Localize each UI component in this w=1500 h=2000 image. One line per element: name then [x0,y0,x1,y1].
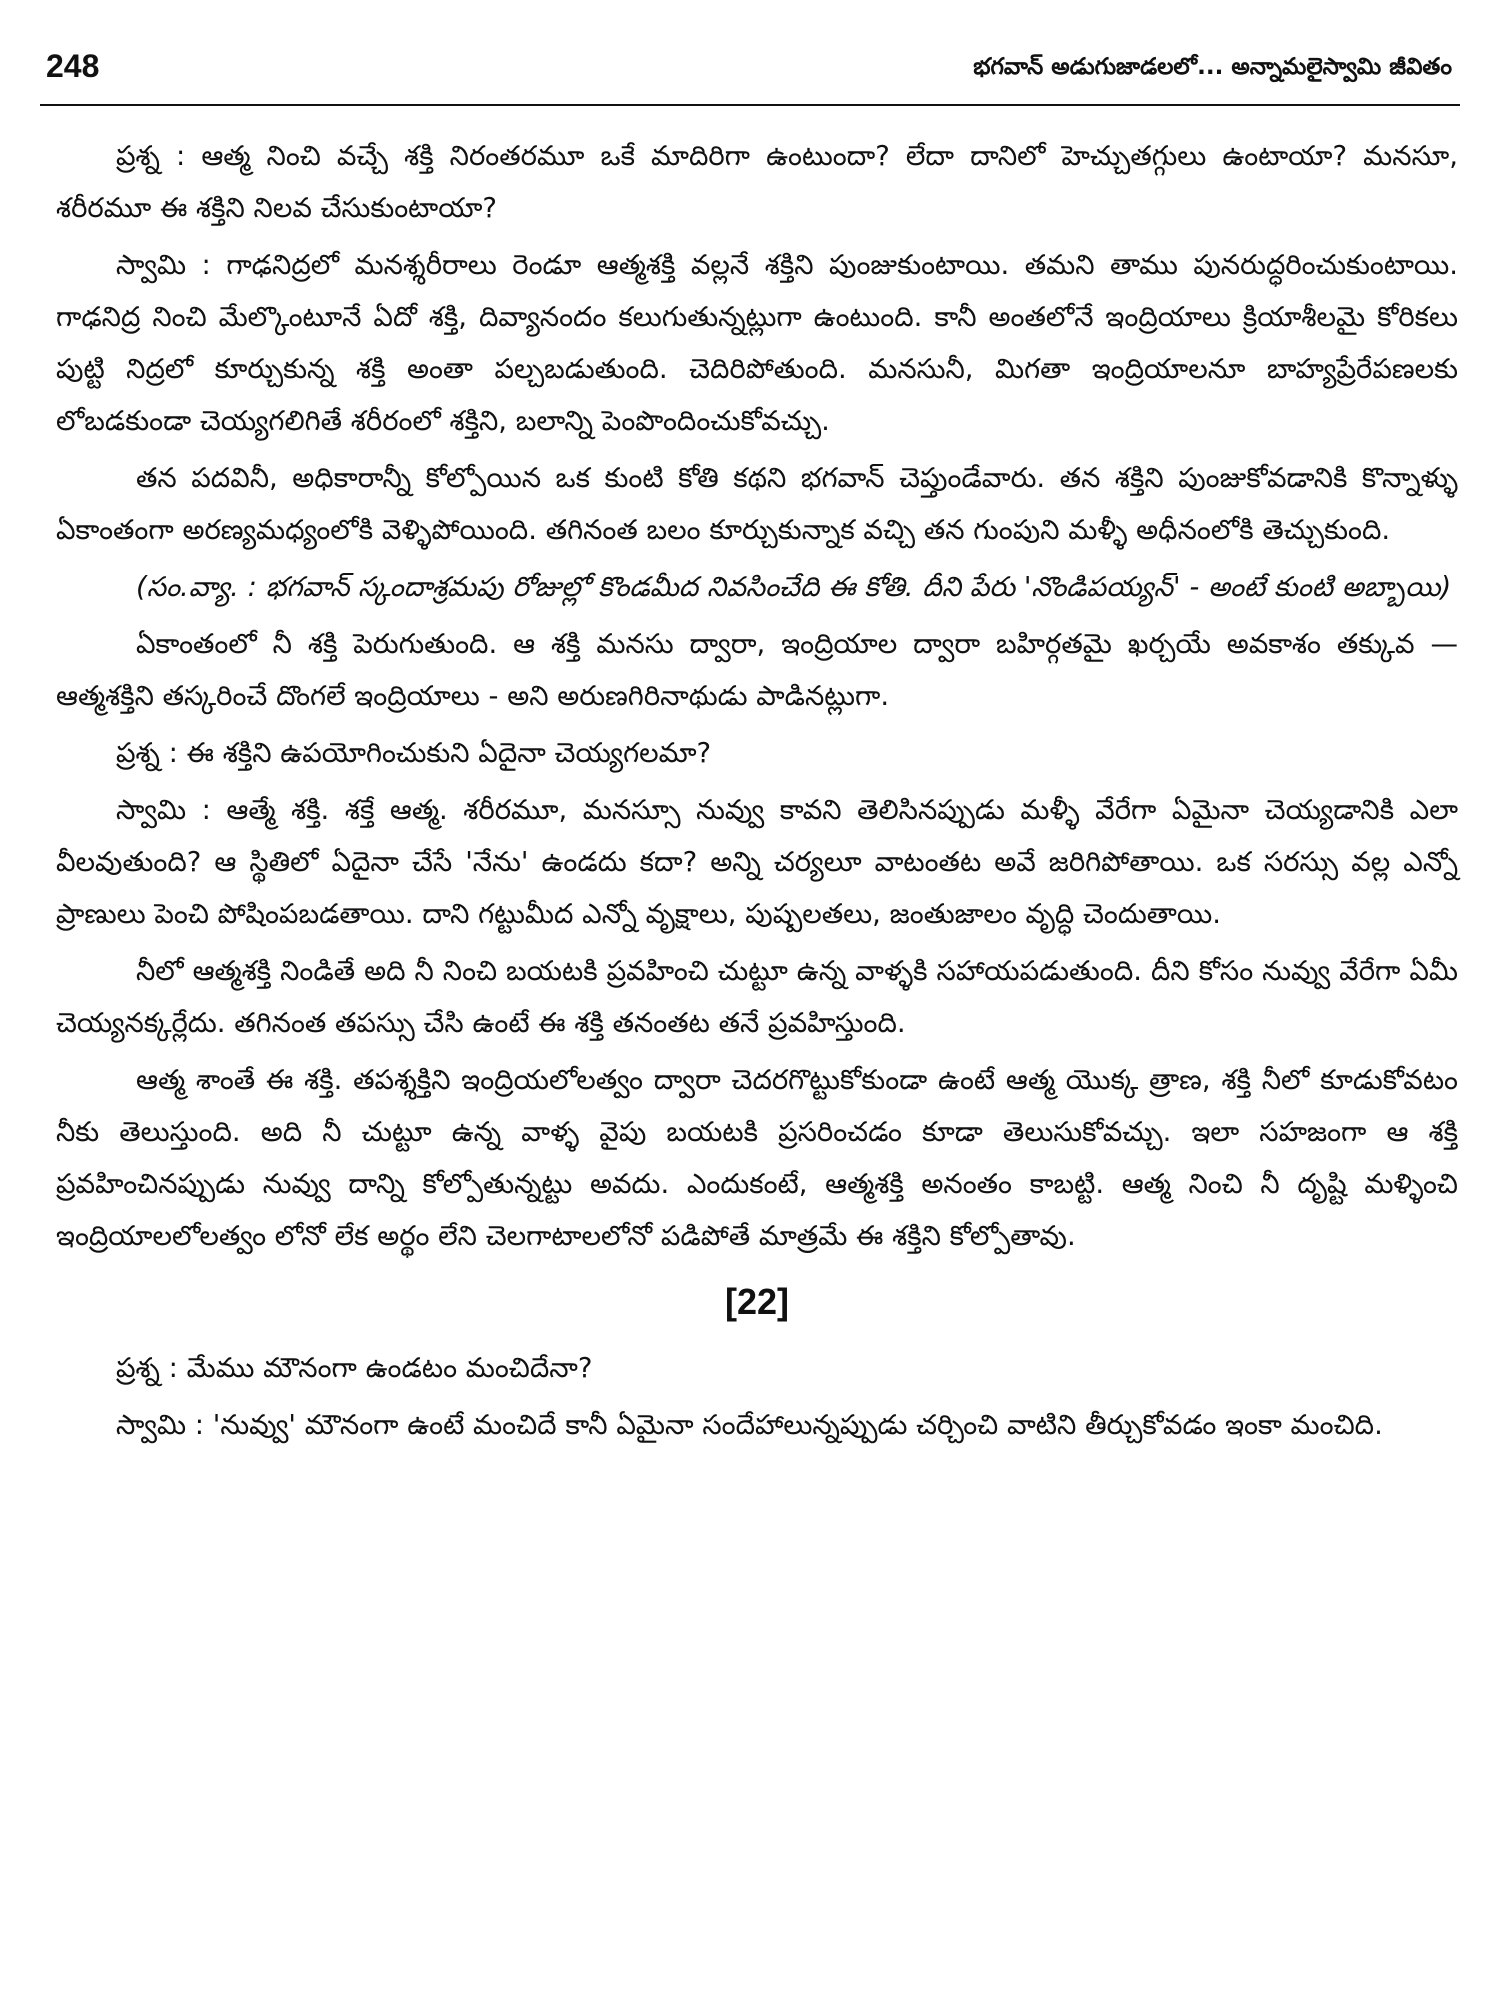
page-body [56,130,1458,1960]
body-paragraph: ఏకాంతంలో నీ శక్తి పెరుగుతుంది. ఆ శక్తి మనసు ద్వారా, ఇంద్రియాల ద్వారా బహిర్గతమై ఖర్చయే అవకాశం తక్కువ — ఆత్మశక్తిని తస్కరించే దొంగలే ఇంద్రియాలు - అని అరుణగిరినాథుడు పాడినట్లుగా. [56,628,1458,712]
question-paragraph: ప్రశ్న : మేము మౌనంగా ఉండటం మంచిదేనా? [116,1352,593,1384]
body-paragraph: ఆత్మ శాంతే ఈ శక్తి. తపశ్శక్తిని ఇంద్రియలోలత్వం ద్వారా చెదరగొట్టుకోకుండా ఉంటే ఆత్మ యొక్క త్రాణ, శక్తి నీలో కూడుకోవటం నీకు తెలుస్తుంది. అది నీ చుట్టూ ఉన్న వాళ్ళ వైపు బయటకి ప్రసరించడం కూడా తెలుసుకోవచ్చు. ఇలా సహజంగా ఆ శక్తి ప్రవహించినప్పుడు నువ్వు దాన్ని కోల్పోతున్నట్టు అవదు. ఎందుకంటే, ఆత్మశక్తి అనంతం కాబట్టి. ఆత్మ నించి నీ దృష్టి మళ్ళించి ఇంద్రియాలలోలత్వం లోనో లేక అర్థం లేని చెలగాటాలలోనో పడిపోతే మాత్రమే ఈ శక్తిని కోల్పోతావు. [56,1064,1458,1252]
answer-paragraph: స్వామి : 'నువ్వు' మౌనంగా ఉంటే మంచిదే కానీ ఏమైనా సందేహాలున్నప్పుడు చర్చించి వాటిని తీర్చుకోవడం ఇంకా మంచిది. [116,1409,1383,1441]
question-paragraph: ప్రశ్న : ఆత్మ నించి వచ్చే శక్తి నిరంతరమూ ఒకే మాదిరిగా ఉంటుందా? లేదా దానిలో హెచ్చుతగ్గులు ఉంటాయా? మనసూ, శరీరమూ ఈ శక్తిని నిలవ చేసుకుంటాయా? [56,140,1458,224]
body-paragraph: నీలో ఆత్మశక్తి నిండితే అది నీ నించి బయటకి ప్రవహించి చుట్టూ ఉన్న వాళ్ళకి సహాయపడుతుంది. దీని కోసం నువ్వు వేరేగా ఏమీ చెయ్యనక్కర్లేదు. తగినంత తపస్సు చేసి ఉంటే ఈ శక్తి తనంతట తనే ప్రవహిస్తుంది. [56,955,1458,1039]
running-title: భగవాన్ అడుగుజాడలలో... అన్నామలైస్వామి జీవితం [973,54,1452,80]
answer-paragraph: స్వామి : గాఢనిద్రలో మనశ్శరీరాలు రెండూ ఆత్మశక్తి వల్లనే శక్తిని పుంజుకుంటాయి. తమని తాము పునరుద్ధరించుకుంటాయి. గాఢనిద్ర నించి మేల్కొంటూనే ఏదో శక్తి, దివ్యానందం కలుగుతున్నట్లుగా ఉంటుంది. కానీ అంతలోనే ఇంద్రియాలు క్రియాశీలమై కోరికలు పుట్టి నిద్రలో కూర్చుకున్న శక్తి అంతా పల్చబడుతుంది. చెదిరిపోతుంది. మనసునీ, మిగతా ఇంద్రియాలనూ బాహ్యప్రేరేపణలకు లోబడకుండా చెయ్యగలిగితే శరీరంలో శక్తిని, బలాన్ని పెంపొందించుకోవచ్చు. [56,249,1458,437]
page-number: 248 [46,48,100,84]
editor-note: (సం.వ్యా. : భగవాన్ స్కందాశ్రమపు రోజుల్లో కొండమీద నివసించేది ఈ కోతి. దీని పేరు 'నొండిపయ్యన్' - అంటే కుంటి అబ్బాయి) [136,571,1452,603]
body-paragraph: తన పదవినీ, అధికారాన్నీ కోల్పోయిన ఒక కుంటి కోతి కథని భగవాన్ చెప్తుండేవారు. తన శక్తిని పుంజుకోవడానికి కొన్నాళ్ళు ఏకాంతంగా అరణ్యమధ్యంలోకి వెళ్ళిపోయింది. తగినంత బలం కూర్చుకున్నాక వచ్చి తన గుంపుని మళ్ళీ అధీనంలోకి తెచ్చుకుంది. [56,462,1458,546]
question-paragraph: ప్రశ్న : ఈ శక్తిని ఉపయోగించుకుని ఏదైనా చెయ్యగలమా? [116,737,712,769]
section-number: [22] [724,1281,790,1322]
answer-paragraph: స్వామి : ఆత్మే శక్తి. శక్తే ఆత్మ. శరీరమూ, మనస్సూ నువ్వు కావని తెలిసినప్పుడు మళ్ళీ వేరేగా ఏమైనా చెయ్యడానికి ఎలా వీలవుతుంది? ఆ స్థితిలో ఏదైనా చేసే 'నేను' ఉండదు కదా? అన్ని చర్యలూ వాటంతట అవే జరిగిపోతాయి. ఒక సరస్సు వల్ల ఎన్నో ప్రాణులు పెంచి పోషింపబడతాయి. దాని గట్టుమీద ఎన్నో వృక్షాలు, పుష్పలతలు, జంతుజాలం వృద్ధి చెందుతాయి. [56,794,1458,930]
page-header [40,44,1460,106]
